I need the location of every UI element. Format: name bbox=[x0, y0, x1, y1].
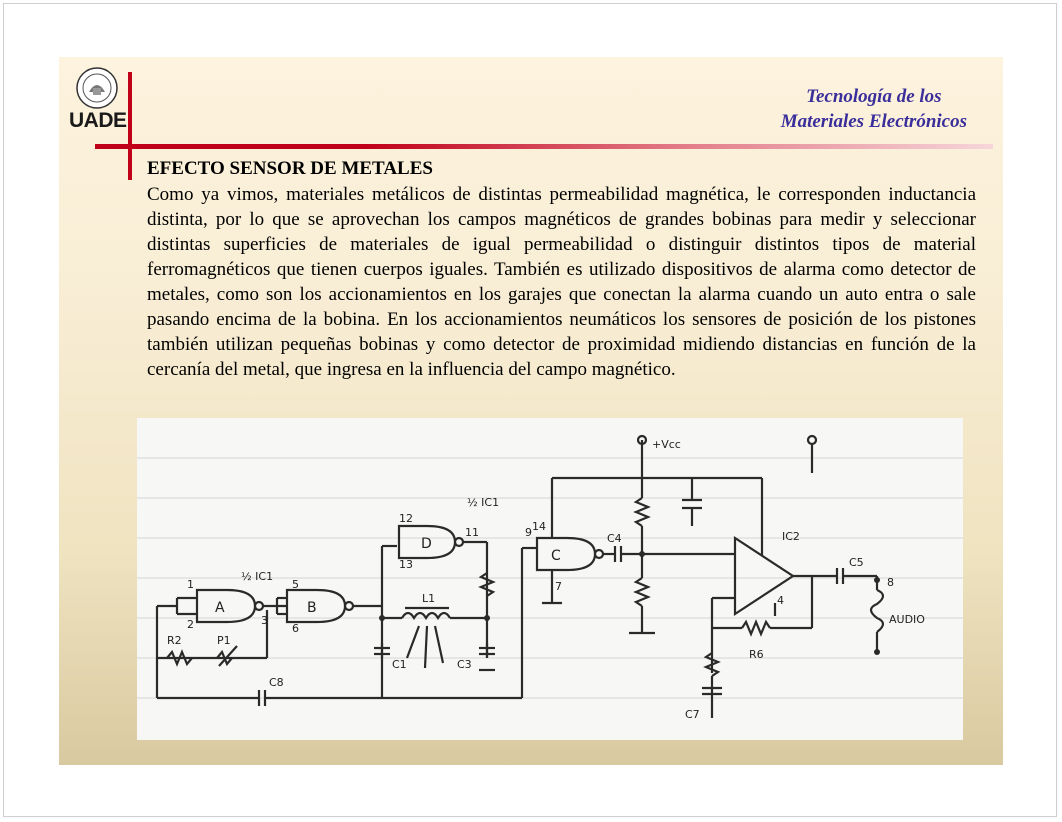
ic2-label: IC2 bbox=[782, 530, 800, 543]
audio-label: AUDIO bbox=[889, 613, 925, 626]
pin-12: 12 bbox=[399, 512, 413, 525]
university-seal-icon bbox=[75, 66, 119, 110]
pin-11: 11 bbox=[465, 526, 479, 539]
pin-4: 4 bbox=[777, 594, 784, 607]
c1-label: C1 bbox=[392, 658, 407, 671]
gate-b-label: B bbox=[307, 600, 317, 616]
ic1-label-a: ½ IC1 bbox=[241, 570, 274, 583]
pin-9: 9 bbox=[525, 526, 532, 539]
c3-label: C3 bbox=[457, 658, 472, 671]
c7-label: C7 bbox=[685, 708, 700, 721]
vcc-label: +Vcc bbox=[652, 438, 681, 451]
circuit-schematic bbox=[137, 418, 963, 740]
section-heading: EFECTO SENSOR DE METALES bbox=[147, 158, 433, 179]
course-title bbox=[781, 84, 967, 134]
r2-label: R2 bbox=[167, 634, 182, 647]
gate-a-label: A bbox=[215, 600, 225, 616]
pin-2: 2 bbox=[187, 618, 194, 631]
c4-label: C4 bbox=[607, 532, 622, 545]
header-horizontal-rule bbox=[95, 144, 993, 149]
uade-logo bbox=[69, 66, 127, 132]
body-paragraph: Como ya vimos, materiales metálicos de distintas permeabilidad magnética, le corresponden inductancia distinta, por lo que se aprovechan los campos magnéticos de grandes bobinas para medir y seleccionar distintas superficies de materiales de igual permeabilidad o distinguir distintos tipos de material ferromagnéticos que tienen cuerpos iguales. También es utilizado dispositivos de alarma como detector de metales, como son los accionamientos en los garajes que conectan la alarma cuando un auto entra o sale pasando encima de la bobina. En los accionamientos neumáticos los sensores de posición de los pistones también utilizan pequeñas bobinas y como detector de proximidad midiendo distancias en función de la cercanía del metal, que ingresa en la influencia del campo magnético. bbox=[147, 184, 976, 380]
ic1-label-c: ½ IC1 bbox=[467, 496, 500, 509]
l1-label: L1 bbox=[422, 592, 436, 605]
r6-label: R6 bbox=[749, 648, 764, 661]
header-vertical-rule bbox=[128, 72, 132, 180]
circuit-diagram bbox=[137, 418, 963, 740]
pin-1: 1 bbox=[187, 578, 194, 591]
pin-5: 5 bbox=[292, 578, 299, 591]
gate-d-label: D bbox=[421, 536, 432, 552]
pin-7: 7 bbox=[555, 580, 562, 593]
gate-c-label: C bbox=[551, 548, 561, 564]
pin-8: 8 bbox=[887, 576, 894, 589]
course-title-line1: Tecnología de los bbox=[806, 86, 942, 107]
pin-6: 6 bbox=[292, 622, 299, 635]
course-title-line2: Materiales Electrónicos bbox=[780, 111, 967, 132]
c8-label: C8 bbox=[269, 676, 284, 689]
pin-3: 3 bbox=[261, 614, 268, 627]
p1-label: P1 bbox=[217, 634, 231, 647]
c5-label: C5 bbox=[849, 556, 864, 569]
logo-text: UADE bbox=[69, 109, 127, 132]
pin-14: 14 bbox=[532, 520, 546, 533]
pin-13: 13 bbox=[399, 558, 413, 571]
